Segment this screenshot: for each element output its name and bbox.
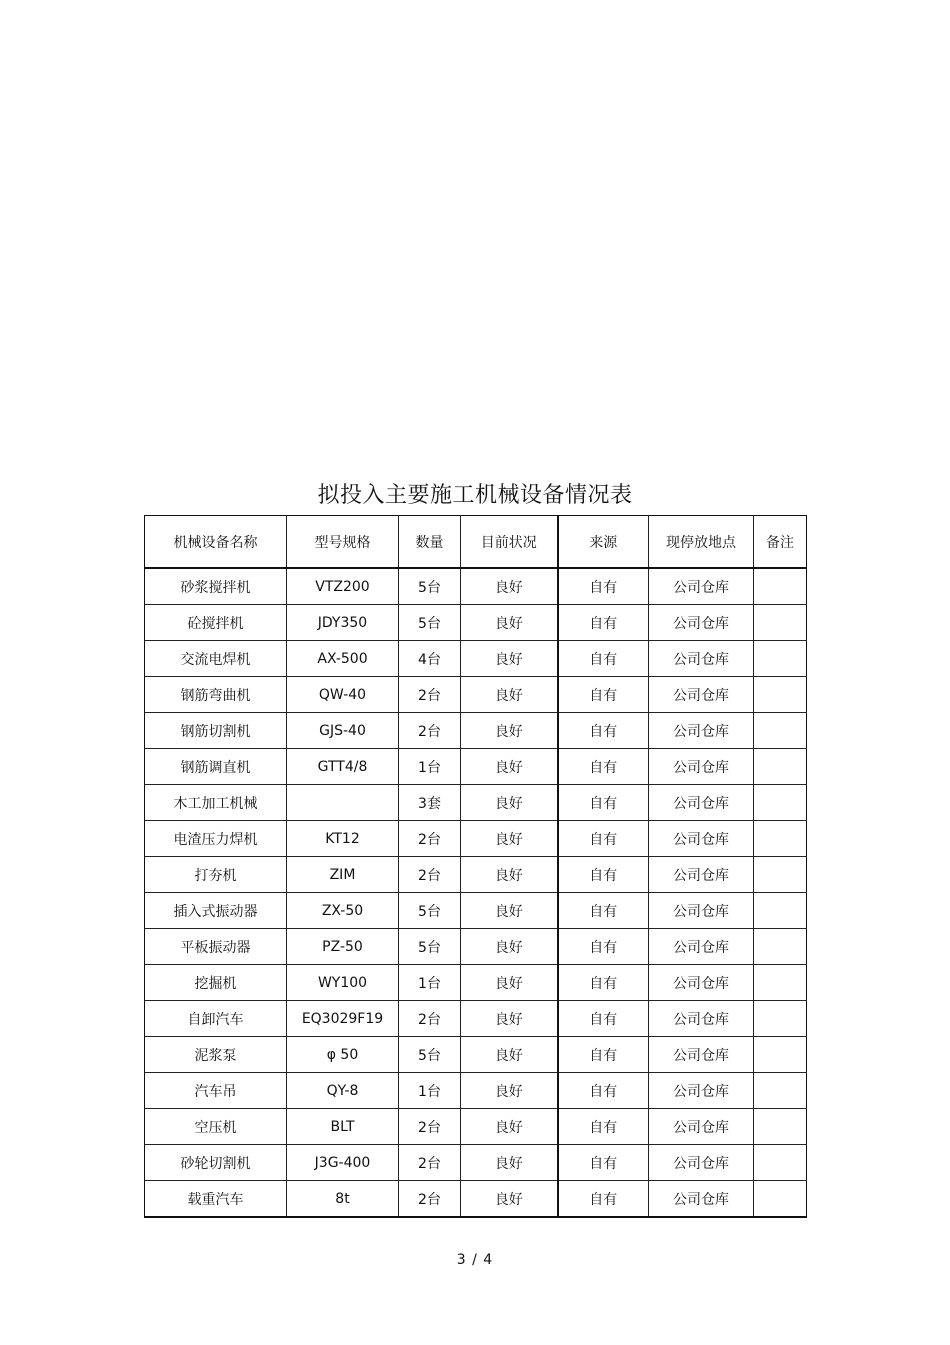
table-cell: 公司仓库 — [649, 1001, 754, 1037]
table-cell: 4台 — [399, 641, 461, 677]
header-cell: 备注 — [754, 516, 807, 569]
header-cell: 现停放地点 — [649, 516, 754, 569]
header-cell: 目前状况 — [461, 516, 558, 569]
table-cell: 2台 — [399, 1181, 461, 1218]
header-cell: 型号规格 — [287, 516, 399, 569]
table-cell: 5台 — [399, 568, 461, 605]
table-cell — [754, 965, 807, 1001]
table-cell: 2台 — [399, 677, 461, 713]
table-row — [145, 1181, 807, 1218]
table-cell: 自有 — [558, 677, 649, 713]
table-cell: 良好 — [461, 677, 558, 713]
table-cell: 交流电焊机 — [145, 641, 287, 677]
table-cell: 公司仓库 — [649, 785, 754, 821]
table-cell: 自有 — [558, 605, 649, 641]
table-cell: 自有 — [558, 749, 649, 785]
table-cell: 自卸汽车 — [145, 1001, 287, 1037]
table-cell: 2台 — [399, 1001, 461, 1037]
table-cell: 良好 — [461, 821, 558, 857]
table-cell: 良好 — [461, 1001, 558, 1037]
table-cell: 公司仓库 — [649, 1037, 754, 1073]
table-cell — [754, 1001, 807, 1037]
table-cell: 公司仓库 — [649, 929, 754, 965]
document-title: 拟投入主要施工机械设备情况表 — [317, 483, 633, 508]
table-cell: 木工加工机械 — [145, 785, 287, 821]
table-row — [145, 893, 807, 929]
table-row — [145, 605, 807, 641]
table-row — [145, 568, 807, 605]
table-body — [145, 568, 807, 1217]
table-cell: 自有 — [558, 785, 649, 821]
table-cell — [754, 1073, 807, 1109]
table-row — [145, 1145, 807, 1181]
table-cell: 良好 — [461, 1145, 558, 1181]
table-cell: 良好 — [461, 749, 558, 785]
table-cell: 钢筋切割机 — [145, 713, 287, 749]
table-cell — [754, 893, 807, 929]
table-cell: 公司仓库 — [649, 713, 754, 749]
header-cell: 来源 — [558, 516, 649, 569]
table-cell: 良好 — [461, 785, 558, 821]
table-cell: 公司仓库 — [649, 568, 754, 605]
table-cell: VTZ200 — [287, 568, 399, 605]
table-cell: EQ3029F19 — [287, 1001, 399, 1037]
table-cell: 2台 — [399, 1145, 461, 1181]
table-cell: 空压机 — [145, 1109, 287, 1145]
table-cell: QY-8 — [287, 1073, 399, 1109]
table-cell: 钢筋调直机 — [145, 749, 287, 785]
table-cell: 3套 — [399, 785, 461, 821]
table-cell — [754, 1037, 807, 1073]
table-cell: PZ-50 — [287, 929, 399, 965]
table-cell: 电渣压力焊机 — [145, 821, 287, 857]
table-row — [145, 641, 807, 677]
table-cell — [754, 929, 807, 965]
table-cell: 公司仓库 — [649, 1073, 754, 1109]
table-cell: 自有 — [558, 1109, 649, 1145]
table-cell: 5台 — [399, 929, 461, 965]
table-cell: 良好 — [461, 1037, 558, 1073]
table-cell: 公司仓库 — [649, 1181, 754, 1218]
table-row — [145, 965, 807, 1001]
table-cell: GTT4/8 — [287, 749, 399, 785]
table-row — [145, 1073, 807, 1109]
table-row — [145, 821, 807, 857]
table-cell — [754, 1181, 807, 1218]
table-cell — [754, 677, 807, 713]
table-row — [145, 1109, 807, 1145]
table-cell — [754, 821, 807, 857]
table-cell: 公司仓库 — [649, 749, 754, 785]
table-row — [145, 785, 807, 821]
table-cell: 良好 — [461, 568, 558, 605]
table-cell: 1台 — [399, 965, 461, 1001]
table-cell: 载重汽车 — [145, 1181, 287, 1218]
table-cell: 平板振动器 — [145, 929, 287, 965]
table-cell — [287, 785, 399, 821]
table-cell: 良好 — [461, 857, 558, 893]
table-cell: KT12 — [287, 821, 399, 857]
table-cell: 自有 — [558, 1037, 649, 1073]
table-cell: 砂浆搅拌机 — [145, 568, 287, 605]
table-cell: BLT — [287, 1109, 399, 1145]
table-row — [145, 713, 807, 749]
table-cell: 自有 — [558, 1145, 649, 1181]
table-cell: 良好 — [461, 641, 558, 677]
table-cell: 公司仓库 — [649, 965, 754, 1001]
table-cell: 自有 — [558, 568, 649, 605]
table-cell — [754, 1145, 807, 1181]
table-cell — [754, 605, 807, 641]
table-cell: JDY350 — [287, 605, 399, 641]
table-row — [145, 749, 807, 785]
table-cell: 良好 — [461, 1181, 558, 1218]
table-cell: 插入式振动器 — [145, 893, 287, 929]
table-cell: 5台 — [399, 1037, 461, 1073]
table-cell: 自有 — [558, 1181, 649, 1218]
table-cell: 自有 — [558, 893, 649, 929]
table-cell: 良好 — [461, 965, 558, 1001]
table-cell: 公司仓库 — [649, 677, 754, 713]
table-cell: 砼搅拌机 — [145, 605, 287, 641]
table-cell: 2台 — [399, 713, 461, 749]
table-cell: 钢筋弯曲机 — [145, 677, 287, 713]
table-cell: 自有 — [558, 1073, 649, 1109]
table-cell: 8t — [287, 1181, 399, 1218]
table-cell: 良好 — [461, 605, 558, 641]
table-cell: 砂轮切割机 — [145, 1145, 287, 1181]
table-cell: 汽车吊 — [145, 1073, 287, 1109]
table-cell — [754, 785, 807, 821]
table-cell: 良好 — [461, 1109, 558, 1145]
table-cell: QW-40 — [287, 677, 399, 713]
page-number: 3 / 4 — [456, 1252, 494, 1268]
header-cell: 机械设备名称 — [145, 516, 287, 569]
table-cell: ZX-50 — [287, 893, 399, 929]
table-cell: 自有 — [558, 965, 649, 1001]
table-cell: 自有 — [558, 1001, 649, 1037]
table-cell: 良好 — [461, 929, 558, 965]
table-cell: GJS-40 — [287, 713, 399, 749]
table-cell: 自有 — [558, 641, 649, 677]
table-cell: 良好 — [461, 893, 558, 929]
table-cell: 自有 — [558, 821, 649, 857]
table-cell: ZIM — [287, 857, 399, 893]
table-cell: 良好 — [461, 713, 558, 749]
table-cell: 公司仓库 — [649, 857, 754, 893]
table-cell — [754, 857, 807, 893]
table-cell: 自有 — [558, 929, 649, 965]
table-cell: 2台 — [399, 821, 461, 857]
table-cell — [754, 568, 807, 605]
table-cell: φ 50 — [287, 1037, 399, 1073]
equipment-table — [144, 515, 807, 1218]
table-cell: 良好 — [461, 1073, 558, 1109]
table-cell: 1台 — [399, 749, 461, 785]
table-row — [145, 1001, 807, 1037]
table-header-row — [145, 516, 807, 569]
table-cell: 公司仓库 — [649, 605, 754, 641]
table-cell: 自有 — [558, 857, 649, 893]
table-cell: 公司仓库 — [649, 1109, 754, 1145]
table-row — [145, 857, 807, 893]
table-cell: 挖掘机 — [145, 965, 287, 1001]
table-cell: 1台 — [399, 1073, 461, 1109]
table-cell — [754, 1109, 807, 1145]
table-cell: WY100 — [287, 965, 399, 1001]
table-row — [145, 677, 807, 713]
table-cell: 自有 — [558, 713, 649, 749]
table-cell: 2台 — [399, 857, 461, 893]
table-cell — [754, 641, 807, 677]
table-cell: 2台 — [399, 1109, 461, 1145]
table-cell: 公司仓库 — [649, 893, 754, 929]
table-cell: 泥浆泵 — [145, 1037, 287, 1073]
table-cell: AX-500 — [287, 641, 399, 677]
table-cell: 公司仓库 — [649, 1145, 754, 1181]
table-cell: J3G-400 — [287, 1145, 399, 1181]
table-cell — [754, 749, 807, 785]
table-row — [145, 1037, 807, 1073]
table-row — [145, 929, 807, 965]
table-cell — [754, 713, 807, 749]
table-cell: 5台 — [399, 605, 461, 641]
table-cell: 公司仓库 — [649, 821, 754, 857]
table-cell: 5台 — [399, 893, 461, 929]
table-cell: 打夯机 — [145, 857, 287, 893]
header-cell: 数量 — [399, 516, 461, 569]
table-cell: 公司仓库 — [649, 641, 754, 677]
